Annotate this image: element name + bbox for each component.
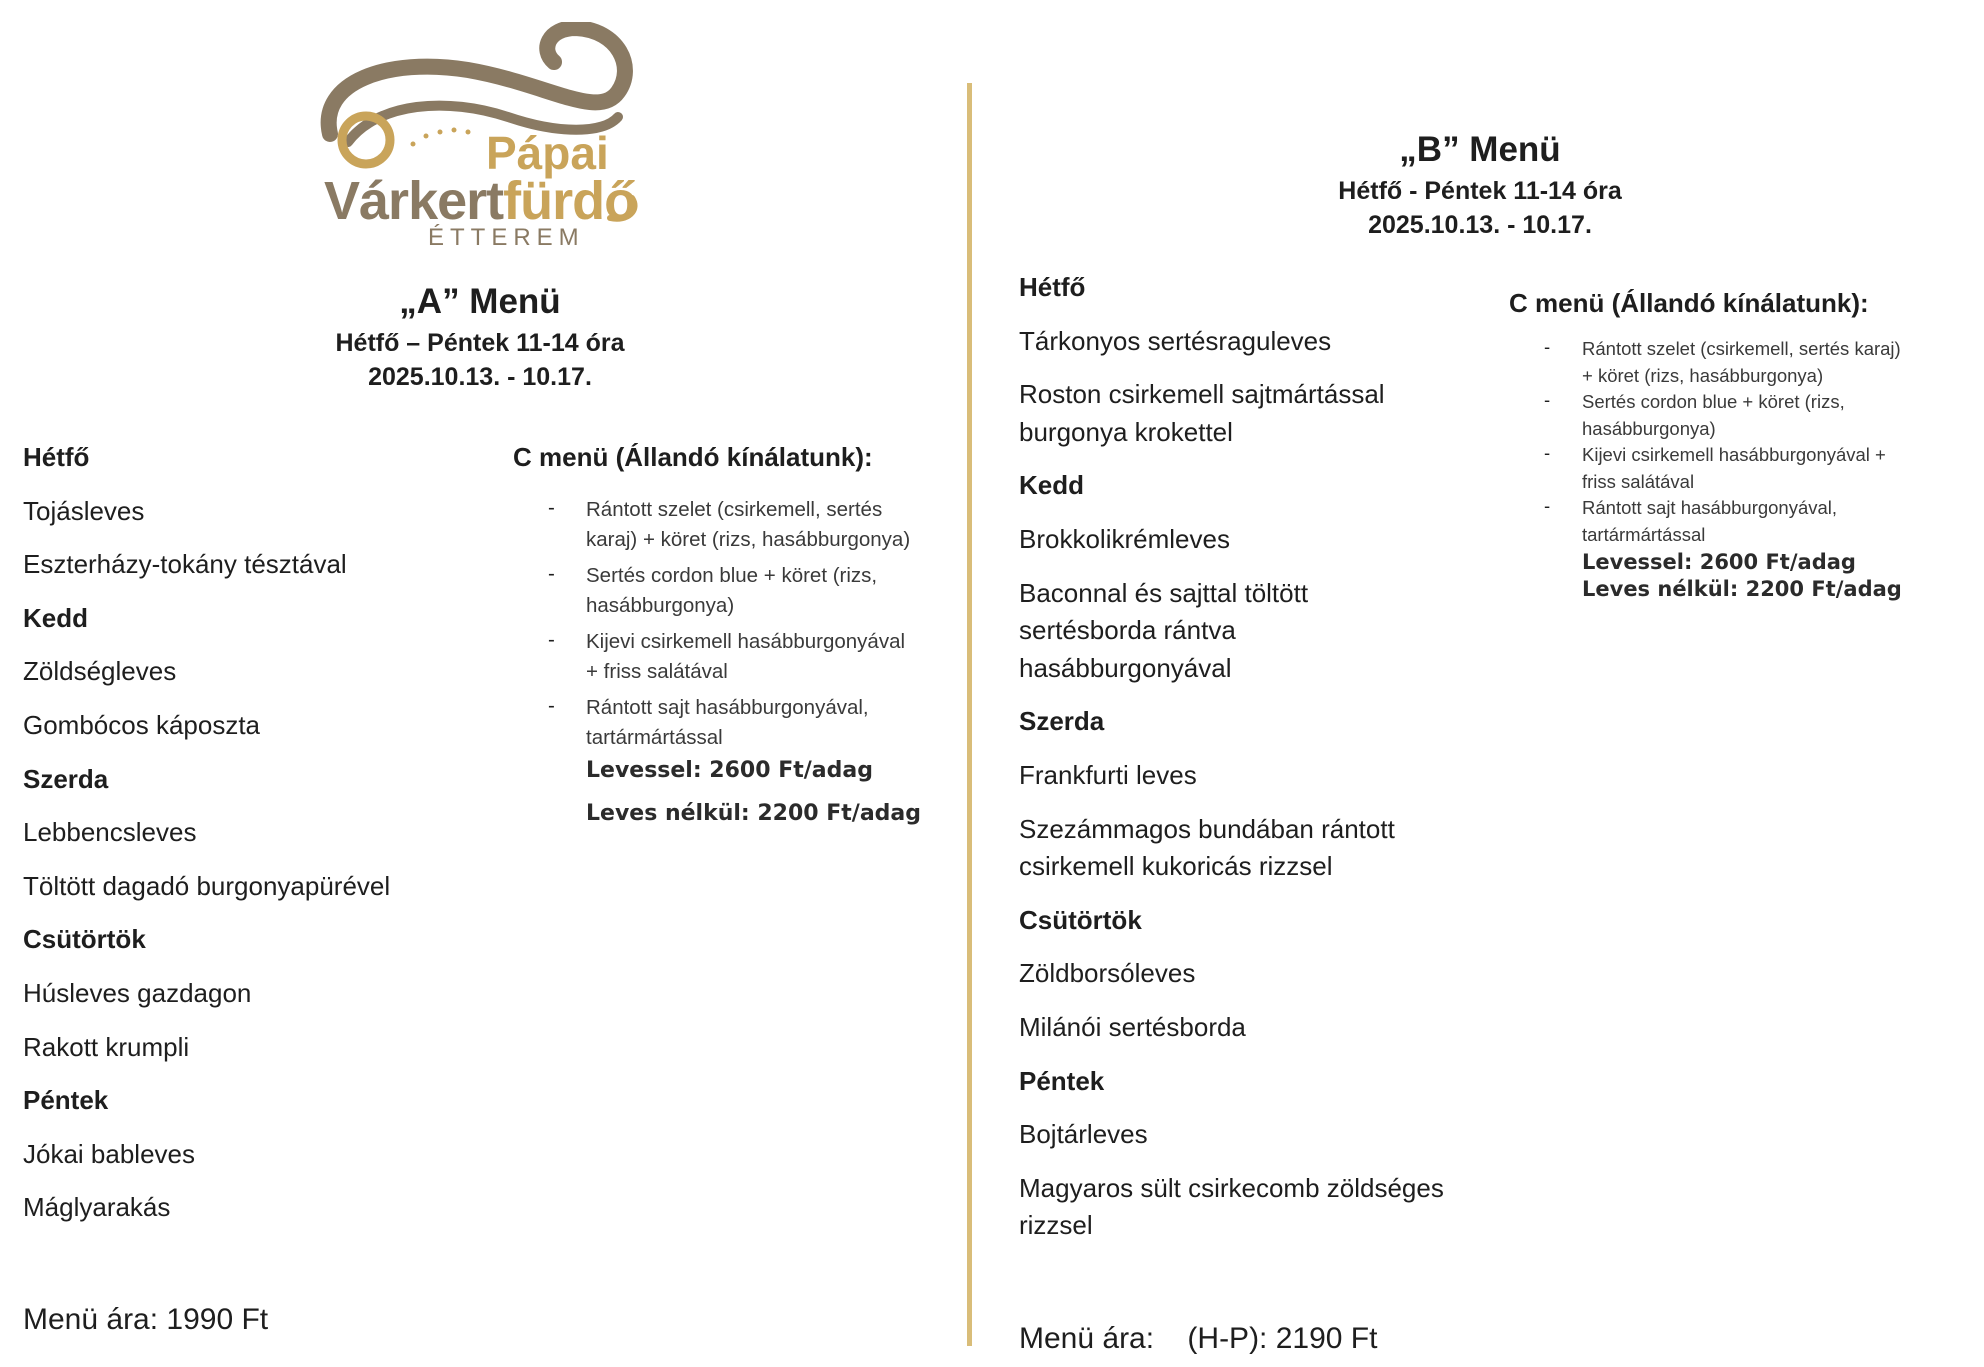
day-heading: Csütörtök xyxy=(1019,904,1142,935)
dish-item: sertésborda rántva xyxy=(1019,615,1236,646)
dish-item: Eszterházy-tokány tésztával xyxy=(23,549,347,580)
column-divider xyxy=(967,83,972,1346)
list-dash-icon: - xyxy=(1544,389,1551,410)
logo-word-varkert: Várkert xyxy=(324,171,504,231)
list-dash-icon: - xyxy=(548,496,555,519)
logo-line-etterem: ÉTTEREM xyxy=(428,224,585,251)
list-dash-icon: - xyxy=(548,694,555,717)
day-heading: Péntek xyxy=(23,1085,109,1116)
day-heading: Szerda xyxy=(1019,706,1105,737)
c-menu-item-line: karaj) + köret (rizs, hasábburgonya) xyxy=(586,528,911,551)
dish-item: Roston csirkemell sajtmártással xyxy=(1019,379,1385,410)
c-menu-item-line: tartármártással xyxy=(1582,523,1706,545)
dish-item: hasábburgonyával xyxy=(1019,652,1232,683)
c-menu-b-price-with-soup: Levessel: 2600 Ft/adag xyxy=(1582,550,1856,574)
dish-item: Brokkolikrémleves xyxy=(1019,524,1230,554)
day-heading: Hétfő xyxy=(1019,272,1086,302)
day-heading: Szerda xyxy=(23,763,109,794)
c-menu-a-title: C menü (Állandó kínálatunk): xyxy=(513,442,873,472)
c-menu-item-line: Rántott szelet (csirkemell, sertés xyxy=(586,498,883,521)
c-menu-item-line: tartármártással xyxy=(586,726,723,749)
list-dash-icon: - xyxy=(548,562,555,585)
c-menu-a-list xyxy=(548,498,948,748)
dish-item: burgonya krokettel xyxy=(1019,416,1233,447)
dish-item: Máglyarakás xyxy=(23,1192,171,1223)
dish-item: Gombócos káposzta xyxy=(23,710,261,740)
menu-b-price: Menü ára: (H-P): 2190 Ft xyxy=(1019,1322,1378,1355)
dish-item: Milánói sertésborda xyxy=(1019,1012,1246,1042)
menu-a-title: „A” Menü xyxy=(399,282,561,321)
dish-item: Töltött dagadó burgonyapürével xyxy=(23,870,391,901)
c-menu-item-line: + friss salátával xyxy=(586,660,728,683)
c-menu-b-price-without-soup: Leves nélkül: 2200 Ft/adag xyxy=(1582,577,1902,601)
list-dash-icon: - xyxy=(1544,336,1551,357)
menu-b-title: „B” Menü xyxy=(1399,130,1561,169)
c-menu-item-line: hasábburgonya) xyxy=(1582,417,1716,439)
dish-item: Tojásleves xyxy=(23,495,145,526)
dish-item: Magyaros sült csirkecomb zöldséges xyxy=(1019,1172,1444,1203)
dish-item: Tárkonyos sertésraguleves xyxy=(1019,325,1332,356)
day-heading: Kedd xyxy=(1019,470,1084,501)
menu-b-list xyxy=(1019,272,1499,1262)
menu-a-hours: Hétfő – Péntek 11-14 óra xyxy=(335,329,625,357)
day-heading: Hétfő xyxy=(23,442,90,472)
dish-item: Húsleves gazdagon xyxy=(23,978,252,1008)
menu-a-list xyxy=(23,442,503,1242)
c-menu-item-line: + köret (rizs, hasábburgonya) xyxy=(1582,364,1824,386)
menu-b-dates: 2025.10.13. - 10.17. xyxy=(1368,211,1592,239)
c-menu-b-title: C menü (Állandó kínálatunk): xyxy=(1509,288,1869,318)
logo-line-varkertfurdo xyxy=(324,170,636,232)
list-dash-icon: - xyxy=(548,628,555,651)
dish-item: Bojtárleves xyxy=(1019,1119,1148,1150)
dish-item: Szezámmagos bundában rántott xyxy=(1019,813,1395,844)
day-heading: Csütörtök xyxy=(23,924,146,955)
list-dash-icon: - xyxy=(1544,495,1551,516)
c-menu-item-line: Kijevi csirkemell hasábburgonyával xyxy=(586,630,906,653)
menu-a-price: Menü ára: 1990 Ft xyxy=(23,1303,269,1336)
c-menu-item-line: Rántott sajt hasábburgonyával, xyxy=(586,696,869,719)
dish-item: Zöldségleves xyxy=(23,656,177,687)
dish-item: Lebbencsleves xyxy=(23,817,197,848)
c-menu-item-line: hasábburgonya) xyxy=(586,594,735,617)
c-menu-item-line: Sertés cordon blue + köret (rizs, xyxy=(1582,391,1845,412)
day-heading: Kedd xyxy=(23,602,88,633)
day-heading: Péntek xyxy=(1019,1065,1105,1096)
c-menu-b-list xyxy=(1544,338,1964,550)
logo-word-furdo: fürdő xyxy=(503,171,637,231)
dish-item: Zöldborsóleves xyxy=(1019,958,1196,989)
dish-item: Frankfurti leves xyxy=(1019,760,1197,790)
c-menu-a-price-with-soup: Levessel: 2600 Ft/adag xyxy=(586,758,873,783)
c-menu-item-line: Rántott szelet (csirkemell, sertés karaj) xyxy=(1582,338,1901,359)
dish-item: Baconnal és sajttal töltött xyxy=(1019,577,1309,608)
menu-b-hours: Hétfő - Péntek 11-14 óra xyxy=(1338,177,1622,205)
dish-item: csirkemell kukoricás rizzsel xyxy=(1019,851,1333,882)
menu-a-dates: 2025.10.13. - 10.17. xyxy=(368,363,592,391)
dish-item: Jókai bableves xyxy=(23,1138,195,1169)
c-menu-item-line: Kijevi csirkemell hasábburgonyával + xyxy=(1582,444,1886,465)
dish-item: rizzsel xyxy=(1019,1210,1093,1241)
logo-line-papai: Pápai xyxy=(486,127,609,179)
c-menu-item-line: friss salátával xyxy=(1582,470,1695,492)
restaurant-logo xyxy=(318,22,658,254)
c-menu-a-price-without-soup: Leves nélkül: 2200 Ft/adag xyxy=(586,801,922,826)
list-dash-icon: - xyxy=(1544,442,1551,463)
c-menu-item-line: Rántott sajt hasábburgonyával, xyxy=(1582,497,1838,518)
dish-item: Rakott krumpli xyxy=(23,1031,190,1062)
c-menu-item-line: Sertés cordon blue + köret (rizs, xyxy=(586,564,878,587)
